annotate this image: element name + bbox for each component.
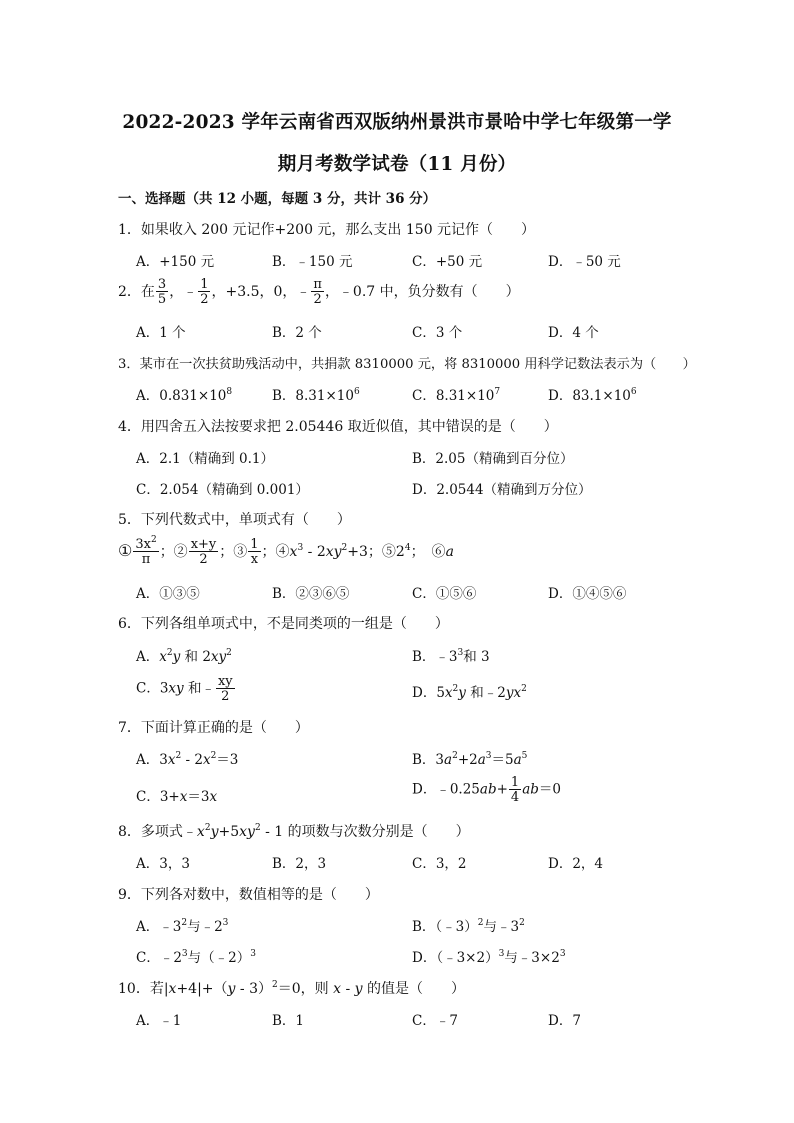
operator: ＝3	[187, 789, 210, 805]
option-text: 与﹣3×2	[504, 950, 560, 966]
variable: xy	[210, 649, 227, 665]
q7-fraction	[509, 776, 521, 804]
variable: a	[513, 752, 522, 768]
q4-option-d: D．2.0544（精确到万分位）	[412, 482, 592, 498]
option-text: A．﹣3	[136, 919, 182, 935]
q7-option-c	[136, 785, 217, 805]
operator: - 2	[303, 544, 326, 560]
variable: x	[179, 789, 188, 805]
exponent: 2	[477, 918, 484, 928]
variable: yx	[505, 685, 522, 701]
q5-expressions	[118, 535, 454, 567]
exponent: 8	[226, 387, 233, 397]
exponent: 2	[254, 823, 261, 833]
option-text: D．（﹣3×2）	[412, 950, 499, 966]
stem-text: 的值是（ ）	[362, 981, 466, 997]
q2-option-a: A．1 个	[136, 325, 186, 341]
option-text: 和﹣	[183, 680, 215, 697]
operator: -	[341, 981, 355, 997]
exponent: 3	[485, 751, 492, 761]
variable: x	[202, 752, 211, 768]
exponent: 3	[250, 949, 256, 959]
stem-text: +4|+（	[176, 981, 228, 997]
operator: ＝5	[491, 752, 514, 768]
q5-option-c: C．①⑤⑥	[412, 586, 477, 602]
q10-option-d: D．7	[548, 1013, 581, 1029]
question-7-stem: 7．下面计算正确的是（ ）	[118, 720, 309, 736]
section-heading: 一、选择题（共 12 小题，每题 3 分，共计 36 分）	[118, 191, 437, 207]
fraction-numerator: 1	[200, 277, 209, 292]
question-6-stem: 6．下列各组单项式中，不是同类项的一组是（ ）	[118, 616, 449, 632]
fraction-denominator: 2	[200, 292, 209, 307]
operator: +	[496, 781, 508, 798]
q1-option-c: C．+50 元	[412, 254, 483, 270]
option-text: 和﹣2	[465, 685, 506, 701]
option-text: A．	[136, 649, 160, 665]
q2-tail: ，﹣0.7 中，负分数有（ ）	[324, 284, 520, 300]
variable: ab	[522, 781, 539, 798]
fraction-denominator: π	[133, 551, 158, 566]
exponent: 6	[353, 387, 360, 397]
fraction-denominator: 2	[189, 551, 219, 566]
option-text: 和 2	[180, 649, 211, 665]
fraction-denominator: 2	[216, 688, 235, 703]
q9-option-c	[136, 946, 256, 966]
q2-option-c: C．3 个	[412, 325, 463, 341]
operator: +5	[218, 824, 240, 840]
option-text: C．3+	[136, 789, 180, 805]
option-text: ＝3	[216, 752, 239, 768]
exponent: 2	[521, 684, 527, 694]
fraction-numerator: x+y	[190, 537, 217, 552]
exponent: 7	[494, 387, 501, 397]
option-text: B．8.31×10	[272, 388, 354, 404]
variable: a	[477, 752, 486, 768]
q6-option-d	[412, 681, 527, 701]
exponent: 2	[226, 648, 232, 658]
q8-option-b: B．2，3	[272, 856, 327, 872]
stem-text: 10．若|	[118, 981, 169, 997]
q5-option-b: B．②③⑥⑤	[272, 586, 350, 602]
q2-fraction-2	[198, 278, 210, 306]
separator: ；④	[261, 544, 290, 560]
q2-separator: ，﹣	[169, 284, 198, 300]
variable: x	[209, 789, 218, 805]
variable: xy	[239, 824, 255, 840]
q9-option-a	[136, 915, 228, 935]
variable: x	[167, 752, 176, 768]
q7-option-d	[412, 776, 561, 804]
exponent: 3	[222, 918, 229, 928]
q9-option-d	[412, 946, 566, 966]
question-8-stem	[118, 821, 470, 841]
q1-option-b: B．﹣150 元	[272, 254, 353, 270]
fraction-numerator: 3	[157, 277, 167, 292]
q10-option-a: A．﹣1	[136, 1013, 182, 1029]
q6-option-c	[136, 675, 236, 703]
option-text: B．﹣3	[412, 649, 458, 665]
question-3-stem: 3．某市在一次扶贫助残活动中，共捐款 8310000 元，将 8310000 用科学记数法表示为（ ）	[118, 357, 696, 372]
q7-option-a	[136, 748, 238, 768]
exponent: 5	[521, 751, 528, 761]
q8-option-c: C．3，2	[412, 856, 467, 872]
stem-text: 8．多项式﹣	[118, 824, 197, 840]
q2-lead: 2．在	[118, 284, 155, 300]
option-text: D．5	[412, 685, 445, 701]
fraction-numerator: 1	[250, 537, 259, 552]
option-text: 与（﹣2）	[187, 950, 251, 966]
q5-fraction-2	[189, 538, 219, 566]
variable: y	[210, 824, 219, 840]
operator: +2	[457, 752, 478, 768]
q2-option-d: D．4 个	[548, 325, 599, 341]
variable: y	[172, 649, 181, 665]
fraction-numerator: 1	[510, 775, 520, 790]
q1-option-a: A．+150 元	[136, 254, 215, 270]
variable: a	[445, 544, 454, 560]
exponent: 2	[150, 535, 157, 545]
question-4-stem: 4．用四舍五入法按要求把 2.05446 取近似值，其中错误的是（ ）	[118, 419, 558, 435]
q4-option-b: B．2.05（精确到百分位）	[412, 451, 574, 467]
q9-option-b	[412, 915, 525, 935]
separator: ；②	[159, 544, 188, 560]
q5-option-d: D．①④⑤⑥	[548, 586, 627, 602]
stem-text: - 3）	[235, 981, 272, 997]
variable: xy	[325, 544, 342, 560]
stem-text: ＝0，则	[277, 981, 334, 997]
option-text: B．3	[412, 752, 445, 768]
fraction-numerator: π	[313, 277, 322, 292]
variable: x	[196, 824, 205, 840]
exponent: 2	[272, 980, 278, 990]
question-2-stem	[118, 278, 520, 306]
exponent: 4	[404, 543, 411, 553]
fraction-denominator: 4	[510, 790, 520, 805]
option-text: C．8.31×10	[412, 388, 495, 404]
variable: x	[289, 544, 298, 560]
variable: x	[168, 981, 177, 997]
stem-text: - 1 的项数与次数分别是（ ）	[260, 824, 470, 840]
variable: x	[159, 649, 167, 665]
expression-text: +3；⑤2	[347, 544, 405, 560]
variable: a	[444, 752, 453, 768]
exponent: 2	[519, 918, 525, 928]
q10-option-b: B．1	[272, 1013, 305, 1029]
separator: ；③	[219, 544, 248, 560]
q2-option-b: B．2 个	[272, 325, 322, 341]
q5-fraction-3	[248, 538, 260, 566]
variable: y	[227, 981, 236, 997]
variable: ab	[479, 781, 497, 798]
q5-fraction-1	[133, 535, 158, 567]
fraction-denominator: 2	[311, 291, 324, 306]
q1-option-d: D．﹣50 元	[548, 254, 621, 270]
exponent: 2	[452, 684, 459, 694]
q8-option-d: D．2，4	[548, 856, 604, 872]
question-1-stem: 1．如果收入 200 元记作+200 元，那么支出 150 元记作（ ）	[118, 222, 536, 238]
option-text: A．0.831×10	[136, 388, 227, 404]
operator: - 2	[181, 752, 203, 768]
q3-option-a	[136, 384, 232, 404]
exam-title-line-1: 2022-2023 学年云南省西双版纳州景洪市景哈中学七年级第一学	[122, 112, 672, 133]
exponent: 2	[181, 918, 188, 928]
option-text: D．﹣0.25	[412, 781, 480, 798]
q6-option-a	[136, 645, 232, 665]
variable: x	[444, 685, 453, 701]
exponent: 2	[204, 823, 211, 833]
q7-option-b	[412, 748, 527, 768]
option-text: C．﹣2	[136, 950, 182, 966]
variable: x	[333, 981, 341, 997]
fraction-numerator: xy	[217, 674, 233, 689]
q5-option-a: A．①③⑤	[136, 586, 200, 602]
option-text: 与﹣2	[187, 919, 223, 935]
option-text: B．（﹣3）	[412, 919, 478, 935]
exponent: 3	[457, 648, 464, 658]
exponent: 3	[181, 949, 188, 959]
circled-number: ①	[118, 541, 133, 560]
exponent: 3	[498, 949, 505, 959]
fraction-denominator: x	[248, 551, 260, 566]
option-text: D．83.1×10	[548, 388, 631, 404]
variable: y	[354, 981, 363, 997]
question-10-stem	[118, 978, 465, 998]
q3-option-d	[548, 384, 637, 404]
fraction-numerator	[133, 535, 158, 552]
q3-option-c	[412, 384, 500, 404]
q4-option-a: A．2.1（精确到 0.1）	[136, 451, 274, 467]
q6-option-b	[412, 645, 490, 665]
q4-option-c: C．2.054（精确到 0.001）	[136, 482, 309, 498]
q3-option-b	[272, 384, 360, 404]
q2-fraction-1	[156, 278, 168, 306]
exponent: 2	[175, 751, 182, 761]
q10-option-c: C．﹣7	[412, 1013, 458, 1029]
variable: xy	[168, 680, 184, 697]
exponent: 6	[630, 387, 637, 397]
option-text: 和 3	[463, 649, 490, 665]
exponent: 2	[210, 751, 217, 761]
option-text: C．3	[136, 680, 169, 697]
separator: ； ⑥	[410, 544, 446, 560]
numerator-base: 3x	[135, 537, 151, 552]
exponent: 3	[559, 949, 566, 959]
fraction-denominator: 5	[157, 292, 167, 307]
exponent: 2	[166, 648, 173, 658]
q2-fraction-3	[311, 278, 324, 306]
variable: y	[458, 685, 466, 701]
option-text: 与﹣3	[483, 919, 520, 935]
exponent: 2	[452, 751, 458, 761]
exponent: 3	[297, 543, 304, 553]
exponent: 2	[341, 543, 348, 553]
exam-title-line-2: 期月考数学试卷（11 月份）	[277, 154, 517, 175]
q6-fraction	[216, 675, 235, 703]
option-text: A．3	[136, 752, 168, 768]
question-9-stem: 9．下列各对数中，数值相等的是（ ）	[118, 887, 379, 903]
question-5-stem: 5．下列代数式中，单项式有（ ）	[118, 512, 351, 528]
option-text: ＝0	[538, 781, 561, 798]
q8-option-a: A．3，3	[136, 856, 190, 872]
q2-middle: ，+3.5，0，﹣	[211, 284, 311, 300]
